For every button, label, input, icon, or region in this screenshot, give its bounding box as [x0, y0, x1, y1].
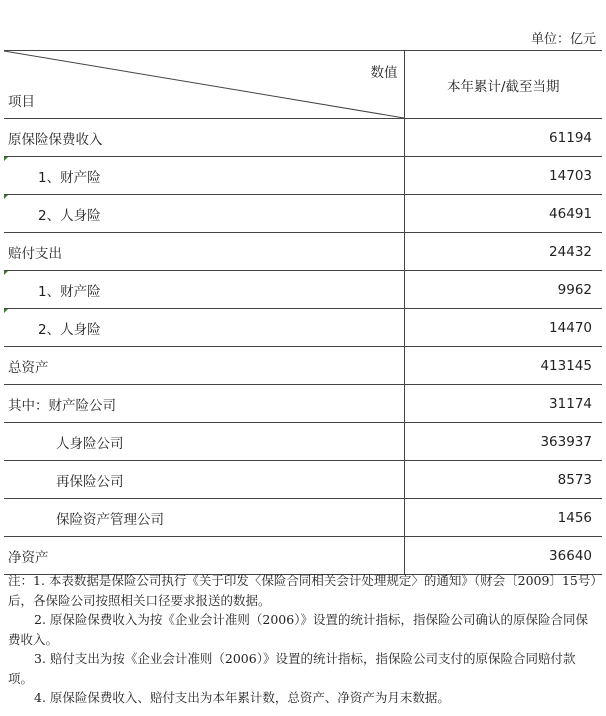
- table-row: [4, 537, 602, 575]
- header-value-label: 数值: [370, 65, 398, 81]
- row-label: 保险资产管理公司: [4, 499, 404, 537]
- row-value: 9962: [404, 271, 602, 309]
- cell-marker: [4, 309, 8, 313]
- table-row: [4, 309, 602, 347]
- footnote-4: 4. 原保险保费收入、赔付支出为本年累计数，总资产、净资产为月末数据。: [34, 690, 450, 705]
- row-label: 2、人身险: [4, 195, 404, 233]
- table-header-row: [4, 51, 602, 119]
- table-row: [4, 499, 602, 537]
- row-label: 再保险公司: [4, 461, 404, 499]
- table-row: [4, 347, 602, 385]
- table-row: [4, 195, 602, 233]
- row-value: 24432: [404, 233, 602, 271]
- table-row: [4, 119, 602, 157]
- header-item-label: 项目: [8, 94, 35, 110]
- row-value: 14470: [404, 309, 602, 347]
- table-row: [4, 461, 602, 499]
- cell-marker: [4, 195, 8, 199]
- row-value: 31174: [404, 385, 602, 423]
- row-value: 61194: [404, 119, 602, 157]
- row-value: 36640: [404, 537, 602, 575]
- footnote-1: 注：1. 本表数据是保险公司执行《关于印发〈保险合同相关会计处理规定〉的通知》（财会〔2009〕15号）后，各保险公司按照相关口径要求报送的数据。: [8, 573, 597, 608]
- footnote-3: 3. 赔付支出为按《企业会计准则（2006）》设置的统计指标，指保险公司支付的原保险合同赔付款项。: [8, 651, 576, 686]
- row-value: 14703: [404, 157, 602, 195]
- table-row: [4, 157, 602, 195]
- header-column-label: 本年累计/截至当期: [404, 51, 602, 119]
- table-row: [4, 233, 602, 271]
- cell-marker: [4, 271, 8, 275]
- row-value: 1456: [404, 499, 602, 537]
- unit-label: 单位：亿元: [530, 32, 596, 47]
- row-label: 总资产: [4, 347, 404, 385]
- table-row: [4, 423, 602, 461]
- footnote-2: 2. 原保险保费收入为按《企业会计准则（2006）》设置的统计指标，指保险公司确认的原保险合同保费收入。: [8, 612, 588, 647]
- table-row: [4, 271, 602, 309]
- row-value: 8573: [404, 461, 602, 499]
- row-label: 人身险公司: [4, 423, 404, 461]
- table-row: [4, 385, 602, 423]
- diagonal-line: [4, 51, 404, 118]
- row-label: 净资产: [4, 537, 404, 575]
- row-label: 2、人身险: [4, 309, 404, 347]
- row-value: 363937: [404, 423, 602, 461]
- footnotes: [8, 571, 600, 708]
- row-label: 赔付支出: [4, 233, 404, 271]
- row-label: 1、财产险: [4, 157, 404, 195]
- row-value: 46491: [404, 195, 602, 233]
- header-diagonal-cell: [4, 51, 404, 119]
- row-value: 413145: [404, 347, 602, 385]
- insurance-stats-table: [4, 50, 602, 575]
- row-label: 其中：财产险公司: [4, 385, 404, 423]
- row-label: 1、财产险: [4, 271, 404, 309]
- cell-marker: [4, 157, 8, 161]
- row-label: 原保险保费收入: [4, 119, 404, 157]
